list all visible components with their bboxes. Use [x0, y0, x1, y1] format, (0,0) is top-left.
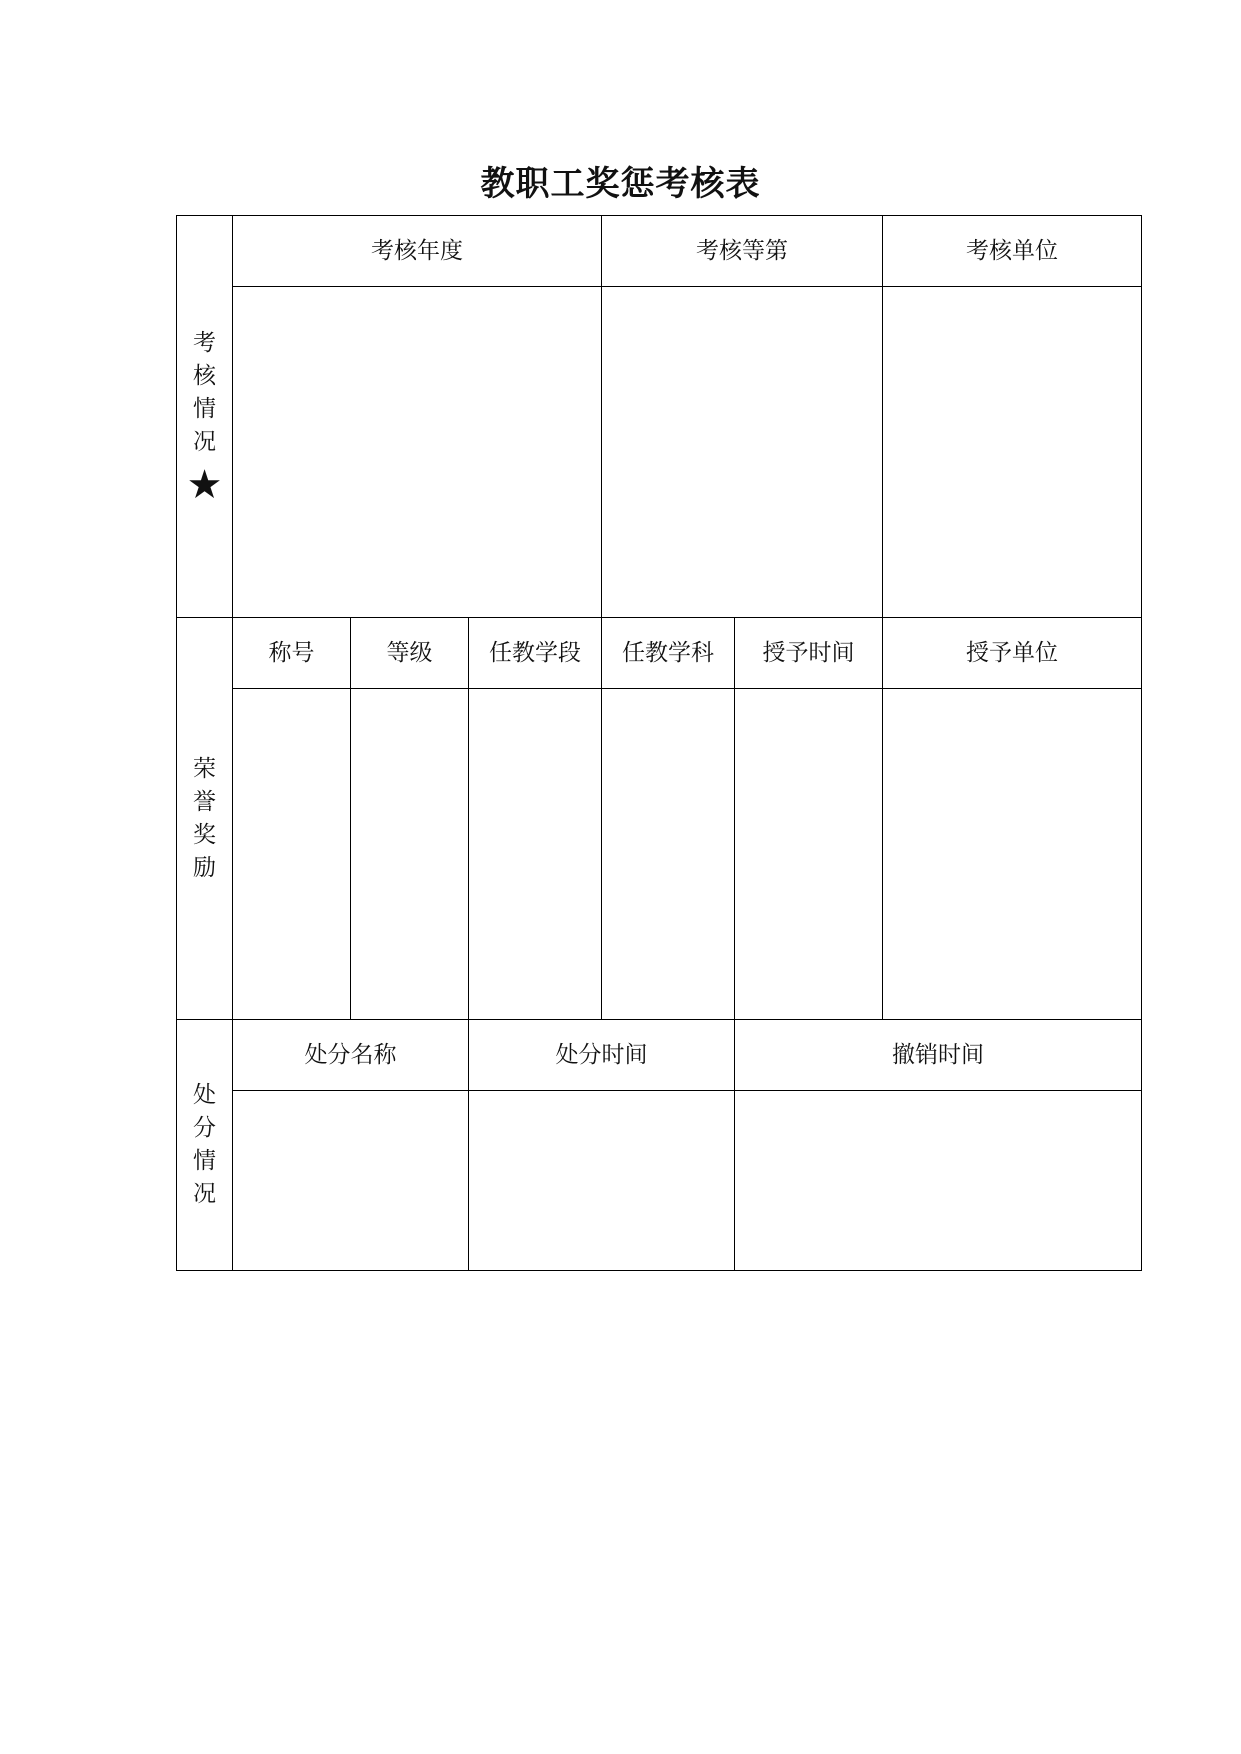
honors-label-text: 荣誉奖励 [193, 755, 216, 881]
header-revoke-time: 撤销时间 [735, 1020, 1142, 1091]
reward-punishment-form [176, 215, 1142, 1271]
header-honor-level: 等级 [351, 618, 469, 689]
honors-section-label [177, 618, 233, 1020]
revoke-time-cell[interactable] [735, 1091, 1142, 1271]
assessment-section-label [177, 216, 233, 618]
header-punishment-time: 处分时间 [469, 1020, 735, 1091]
header-award-time: 授予时间 [735, 618, 883, 689]
teaching-stage-cell[interactable] [469, 689, 602, 1020]
assessment-year-cell[interactable] [233, 287, 602, 618]
punishment-time-cell[interactable] [469, 1091, 735, 1271]
award-unit-cell[interactable] [883, 689, 1142, 1020]
header-assessment-grade: 考核等第 [602, 216, 883, 287]
page-title: 教职工奖惩考核表 [480, 164, 761, 204]
header-teaching-subject: 任教学科 [602, 618, 735, 689]
assessment-grade-cell[interactable] [602, 287, 883, 618]
header-assessment-year: 考核年度 [233, 216, 602, 287]
honor-title-cell[interactable] [233, 689, 351, 1020]
punishment-label-text: 处分情况 [193, 1082, 216, 1207]
header-assessment-unit: 考核单位 [883, 216, 1142, 287]
header-award-unit: 授予单位 [883, 618, 1142, 689]
award-time-cell[interactable] [735, 689, 883, 1020]
assessment-label-text: 考核情况 [193, 329, 216, 455]
punishment-section-label [177, 1020, 233, 1271]
header-honor-title: 称号 [233, 618, 351, 689]
honor-level-cell[interactable] [351, 689, 469, 1020]
header-teaching-stage: 任教学段 [469, 618, 602, 689]
star-icon: ★ [186, 461, 223, 508]
punishment-name-cell[interactable] [233, 1091, 469, 1271]
teaching-subject-cell[interactable] [602, 689, 735, 1020]
assessment-unit-cell[interactable] [883, 287, 1142, 618]
header-punishment-name: 处分名称 [233, 1020, 469, 1091]
